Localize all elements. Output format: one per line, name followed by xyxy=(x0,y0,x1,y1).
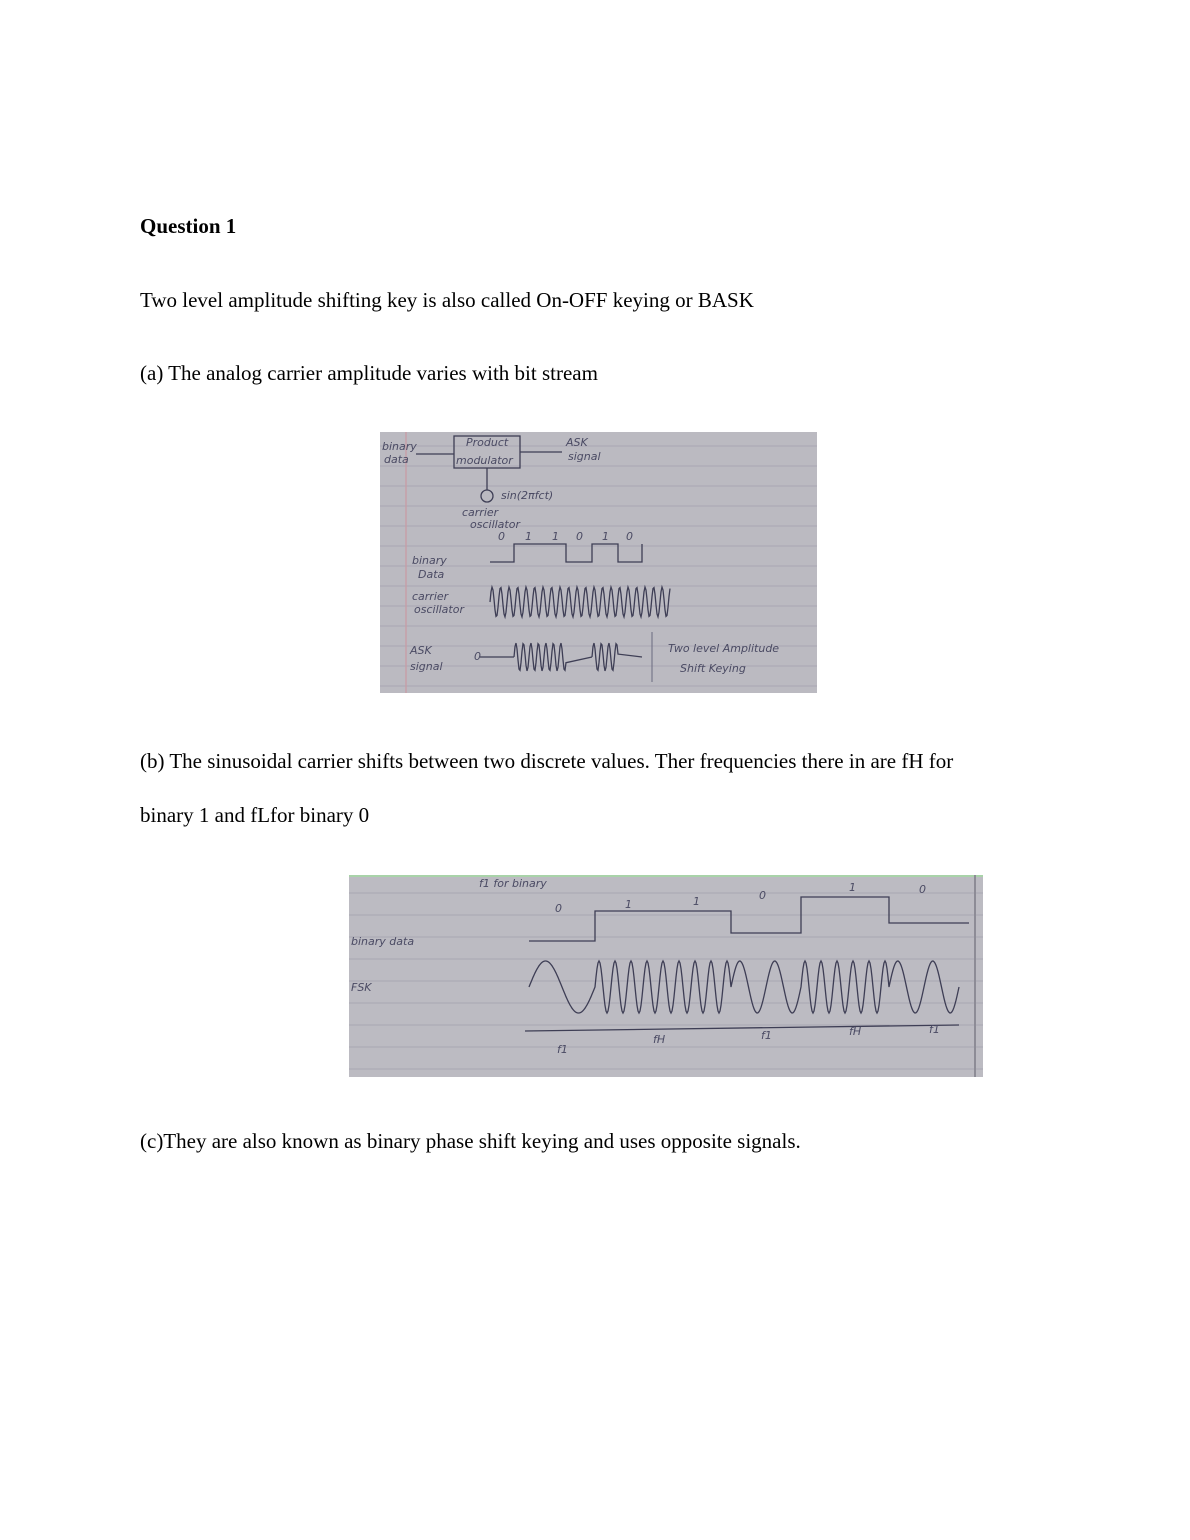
fsk-diagram-figure xyxy=(349,875,983,1077)
carrier-oscillator-label-1: carrier xyxy=(462,506,499,519)
part-b-text-line-1: (b) The sinusoidal carrier shifts between two discrete values. Ther frequencies there in are fH for xyxy=(140,749,954,773)
part-a-text: (a) The analog carrier amplitude varies with bit stream xyxy=(140,361,598,385)
binary-data-input-label-2: data xyxy=(384,453,409,466)
ask-bit-2: 1 xyxy=(552,530,559,543)
question-heading: Question 1 xyxy=(140,214,237,238)
row-binary-label-1: binary xyxy=(412,554,447,567)
ask-bit-0: 0 xyxy=(498,530,505,543)
row-ask-label-1: ASK xyxy=(410,644,432,657)
carrier-oscillator-label-2: oscillator xyxy=(470,518,520,531)
ask-diagram-figure xyxy=(380,432,817,693)
row-carrier-label-1: carrier xyxy=(412,590,449,603)
part-c-text: (c)They are also known as binary phase shift keying and uses opposite signals. xyxy=(140,1129,801,1153)
intro-paragraph: Two level amplitude shifting key is also called On-OFF keying or BASK xyxy=(140,288,754,312)
fsk-binary-data-label: binary data xyxy=(351,935,415,948)
ask-caption-1: Two level Amplitude xyxy=(668,642,780,655)
fsk-freq-4: f1 xyxy=(929,1023,940,1036)
fsk-freq-3: fH xyxy=(849,1025,862,1038)
fsk-diagram-svg xyxy=(349,875,983,1077)
fsk-signal-label: FSK xyxy=(351,981,372,994)
fsk-bit-1: 1 xyxy=(625,898,632,911)
row-ask-label-2: signal xyxy=(410,660,443,673)
row-carrier-label-2: oscillator xyxy=(414,603,464,616)
ask-bit-1: 1 xyxy=(525,530,532,543)
fsk-bit-5: 0 xyxy=(919,883,926,896)
ask-output-label-1: ASK xyxy=(566,436,588,449)
product-modulator-label-2: modulator xyxy=(456,454,513,467)
product-modulator-label-1: Product xyxy=(466,436,509,449)
part-b-text-line-2: binary 1 and fLfor binary 0 xyxy=(140,803,370,827)
ask-bit-3: 0 xyxy=(576,530,583,543)
fsk-bit-2: 1 xyxy=(693,895,700,908)
fsk-bit-3: 0 xyxy=(759,889,766,902)
carrier-function-label: sin(2πfct) xyxy=(501,489,554,502)
fsk-freq-0: f1 xyxy=(557,1043,568,1056)
ask-caption-2: Shift Keying xyxy=(680,662,746,675)
fsk-bit-4: 1 xyxy=(849,881,856,894)
fsk-freq-1: fH xyxy=(653,1033,666,1046)
ask-output-label-2: signal xyxy=(568,450,601,463)
fsk-bit-0: 0 xyxy=(555,902,562,915)
ask-diagram-svg xyxy=(380,432,817,693)
ask-bit-4: 1 xyxy=(602,530,609,543)
ask-bit-5: 0 xyxy=(626,530,633,543)
binary-data-input-label-1: binary xyxy=(382,440,417,453)
fsk-freq-2: f1 xyxy=(761,1029,772,1042)
ask-zero-marker: 0 xyxy=(474,650,481,663)
row-binary-label-2: Data xyxy=(418,568,445,581)
fsk-header-label: f1 for binary xyxy=(479,877,547,890)
